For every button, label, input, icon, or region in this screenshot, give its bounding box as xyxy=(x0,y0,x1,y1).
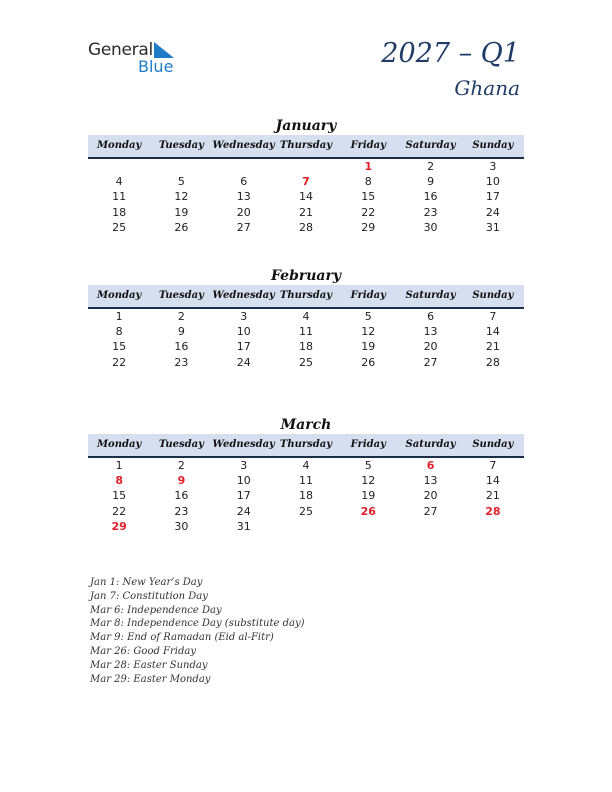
holiday-day-cell: 28 xyxy=(485,504,501,518)
day-cell: 16 xyxy=(423,190,438,204)
day-cell: 25 xyxy=(298,355,313,369)
brand-logo xyxy=(88,40,188,76)
day-cell: 22 xyxy=(361,205,376,219)
month-name: January xyxy=(275,118,337,134)
day-cell: 19 xyxy=(174,205,189,219)
day-cell: 21 xyxy=(298,205,313,219)
day-cell: 8 xyxy=(115,325,123,339)
day-cell: 3 xyxy=(240,310,248,323)
day-cell: 4 xyxy=(115,175,123,189)
holiday-note: Mar 8: Independence Day (substitute day) xyxy=(90,618,305,630)
day-cell: 6 xyxy=(427,310,435,323)
day-cell: 27 xyxy=(423,504,438,518)
day-cell: 2 xyxy=(177,459,185,472)
holiday-note: Mar 26: Good Friday xyxy=(90,645,196,657)
day-cell: 15 xyxy=(361,190,376,204)
holiday-day-cell: 26 xyxy=(360,504,376,518)
day-cell: 28 xyxy=(298,220,313,234)
empty-day-cell xyxy=(213,159,275,174)
empty-day-cell xyxy=(150,159,212,174)
holiday-notes xyxy=(90,576,305,686)
day-cell: 27 xyxy=(423,355,438,369)
month-march xyxy=(88,416,524,534)
holiday-day-cell: 29 xyxy=(111,519,127,533)
day-cell: 2 xyxy=(427,160,435,173)
day-cell: 17 xyxy=(236,489,251,503)
holiday-day-cell: 9 xyxy=(177,474,186,488)
day-cell: 13 xyxy=(423,325,438,339)
weekday-label: Friday xyxy=(350,439,386,450)
day-cell: 19 xyxy=(361,489,376,503)
holiday-day-cell: 7 xyxy=(302,175,310,189)
day-cell: 31 xyxy=(485,220,500,234)
weekday-label: Wednesday xyxy=(212,439,275,450)
day-cell: 17 xyxy=(485,190,500,204)
weekday-header xyxy=(88,285,524,309)
weekday-header xyxy=(88,135,524,159)
country-name: Ghana xyxy=(454,76,520,100)
day-cell: 4 xyxy=(302,459,310,472)
day-cell: 5 xyxy=(177,175,185,189)
day-cell: 18 xyxy=(298,489,313,503)
day-cell: 20 xyxy=(236,205,251,219)
holiday-note: Jan 7: Constitution Day xyxy=(90,590,208,602)
weekday-label: Thursday xyxy=(279,140,333,151)
day-cell: 9 xyxy=(427,175,435,189)
day-cell: 5 xyxy=(364,459,372,472)
day-cell: 30 xyxy=(174,519,189,533)
day-cell: 16 xyxy=(174,340,189,354)
day-cell: 17 xyxy=(236,340,251,354)
weekday-label: Monday xyxy=(96,140,142,151)
weekday-label: Sunday xyxy=(472,290,514,301)
day-cell: 3 xyxy=(489,160,497,173)
weekday-label: Saturday xyxy=(405,140,456,151)
month-name: March xyxy=(280,417,332,433)
day-cell: 19 xyxy=(361,340,376,354)
day-cell: 18 xyxy=(112,205,127,219)
weekday-label: Tuesday xyxy=(158,439,204,450)
month-january xyxy=(88,117,524,235)
day-cell: 2 xyxy=(177,310,185,323)
holiday-note: Mar 28: Easter Sunday xyxy=(90,659,208,671)
day-cell: 8 xyxy=(364,175,372,189)
day-cell: 10 xyxy=(485,175,500,189)
day-cell: 14 xyxy=(298,190,313,204)
weekday-label: Tuesday xyxy=(158,290,204,301)
day-cell: 20 xyxy=(423,489,438,503)
day-cell: 24 xyxy=(236,504,251,518)
weekday-label: Sunday xyxy=(472,140,514,151)
day-cell: 20 xyxy=(423,340,438,354)
holiday-day-cell: 8 xyxy=(115,474,123,488)
day-cell: 7 xyxy=(489,310,497,323)
day-cell: 14 xyxy=(485,474,500,488)
day-cell: 23 xyxy=(174,504,189,518)
day-cell: 31 xyxy=(236,519,251,533)
day-cell: 24 xyxy=(485,205,500,219)
day-cell: 18 xyxy=(298,340,313,354)
weekday-label: Sunday xyxy=(472,439,514,450)
month-february xyxy=(88,267,524,370)
day-cell: 23 xyxy=(174,355,189,369)
day-cell: 29 xyxy=(361,220,376,234)
day-cell: 6 xyxy=(240,175,248,189)
day-cell: 21 xyxy=(485,489,500,503)
brand-line1: General xyxy=(88,40,153,60)
day-cell: 15 xyxy=(112,489,127,503)
weekday-label: Monday xyxy=(96,439,142,450)
weekday-label: Tuesday xyxy=(158,140,204,151)
empty-day-cell xyxy=(88,159,150,174)
weekday-label: Thursday xyxy=(279,439,333,450)
day-cell: 11 xyxy=(298,325,313,339)
day-cell: 7 xyxy=(489,459,497,472)
day-cell: 11 xyxy=(298,474,313,488)
day-cell: 30 xyxy=(423,220,438,234)
weekday-label: Monday xyxy=(96,290,142,301)
day-grid xyxy=(88,458,524,534)
day-cell: 13 xyxy=(423,474,438,488)
day-cell: 28 xyxy=(485,355,500,369)
day-cell: 26 xyxy=(174,220,189,234)
day-cell: 21 xyxy=(485,340,500,354)
weekday-label: Wednesday xyxy=(212,140,275,151)
day-cell: 10 xyxy=(236,325,251,339)
month-name: February xyxy=(270,268,341,284)
day-cell: 22 xyxy=(112,504,127,518)
holiday-day-cell: 6 xyxy=(426,459,435,472)
day-cell: 25 xyxy=(112,220,127,234)
day-cell: 10 xyxy=(236,474,251,488)
day-cell: 25 xyxy=(298,504,313,518)
day-cell: 27 xyxy=(236,220,251,234)
holiday-note: Mar 6: Independence Day xyxy=(90,604,222,616)
day-cell: 12 xyxy=(361,474,376,488)
holiday-note: Jan 1: New Year’s Day xyxy=(90,577,203,588)
page-title: 2027 – Q1 xyxy=(381,38,520,69)
day-cell: 4 xyxy=(302,310,310,323)
day-cell: 14 xyxy=(485,325,500,339)
weekday-header xyxy=(88,434,524,458)
day-cell: 15 xyxy=(112,340,127,354)
weekday-label: Saturday xyxy=(405,439,456,450)
weekday-label: Friday xyxy=(350,290,386,301)
day-cell: 16 xyxy=(174,489,189,503)
day-cell: 5 xyxy=(364,310,372,323)
weekday-label: Friday xyxy=(350,140,386,151)
day-cell: 23 xyxy=(423,205,438,219)
day-cell: 12 xyxy=(361,325,376,339)
holiday-note: Mar 29: Easter Monday xyxy=(90,673,211,685)
brand-line2: Blue xyxy=(138,57,174,76)
holiday-day-cell: 1 xyxy=(364,160,373,173)
day-cell: 9 xyxy=(177,325,185,339)
empty-day-cell xyxy=(275,159,337,174)
day-cell: 11 xyxy=(112,190,127,204)
day-cell: 12 xyxy=(174,190,189,204)
day-cell: 22 xyxy=(112,355,127,369)
weekday-label: Saturday xyxy=(405,290,456,301)
day-cell: 3 xyxy=(240,459,248,472)
day-grid xyxy=(88,309,524,370)
day-cell: 1 xyxy=(115,310,123,323)
weekday-label: Thursday xyxy=(279,290,333,301)
weekday-label: Wednesday xyxy=(212,290,275,301)
holiday-note: Mar 9: End of Ramadan (Eid al-Fitr) xyxy=(90,632,274,644)
day-cell: 1 xyxy=(115,459,123,472)
day-cell: 26 xyxy=(361,355,376,369)
day-grid xyxy=(88,159,524,235)
day-cell: 24 xyxy=(236,355,251,369)
day-cell: 13 xyxy=(236,190,251,204)
